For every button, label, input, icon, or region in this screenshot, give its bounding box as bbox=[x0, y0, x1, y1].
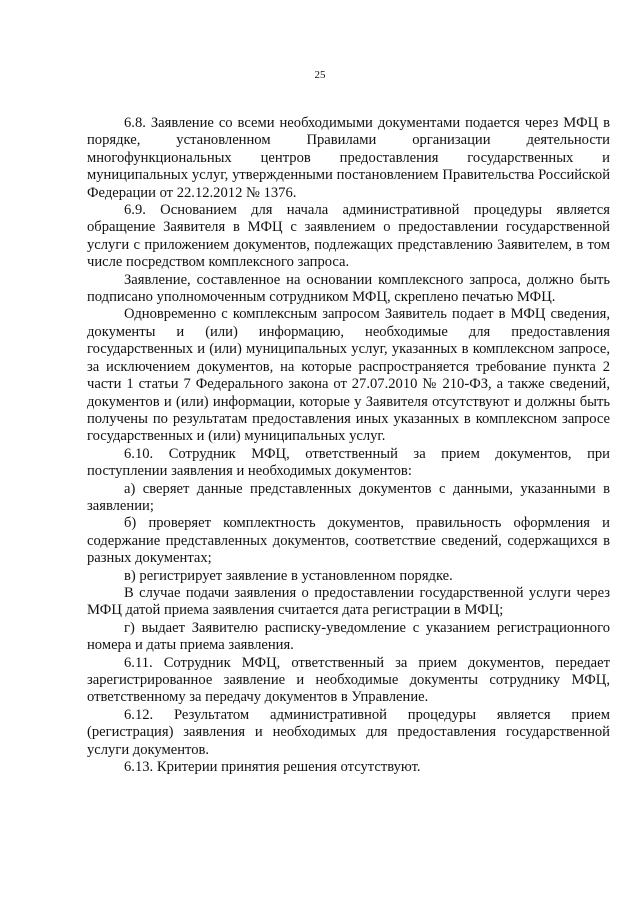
paragraph-simultaneous-submission: Одновременно с комплексным запросом Заявитель подает в МФЦ сведения, документы и (или) информацию, необходимые для предоставления государственных и (или) муниципальных услуг, указанных в комплексном запросе, за исключением документов, на которые распространяется требование пункта 2 части 1 статьи 7 Федерального закона от 27.07.2010 № 210-ФЗ, а также сведений, документов и (или) информации, которые у Заявителя отсутствуют и должны быть получены по результатам предоставления иных указанных в комплексном запросе государственных и (или) муниципальных услуг. bbox=[87, 306, 610, 445]
paragraph-6-11: 6.11. Сотрудник МФЦ, ответственный за прием документов, передает зарегистрированное заявление и необходимые документы сотруднику МФЦ, ответственному за передачу документов в Управление. bbox=[87, 654, 610, 706]
page-number: 25 bbox=[314, 69, 326, 81]
paragraph-6-8: 6.8. Заявление со всеми необходимыми документами подается через МФЦ в порядке, установленном Правилами организации деятельности многофункциональных центров предоставления государственных и муниципальных услуг, утвержденными постановлением Правительства Российской Федерации от 22.12.2012 № 1376. bbox=[87, 115, 610, 201]
list-item-a: а) сверяет данные представленных документов с данными, указанными в заявлении; bbox=[87, 480, 610, 514]
paragraph-6-9: 6.9. Основанием для начала административной процедуры является обращение Заявителя в МФЦ с заявлением о предоставлении государственной услуги с приложением документов, подлежащих представлению Заявителем, в том числе посредством комплексного запроса. bbox=[87, 202, 610, 271]
paragraph-6-10: 6.10. Сотрудник МФЦ, ответственный за прием документов, при поступлении заявления и необходимых документов: bbox=[87, 445, 610, 480]
document-body bbox=[87, 115, 610, 776]
list-item-v: в) регистрирует заявление в установленном порядке. bbox=[124, 567, 453, 584]
list-item-b: б) проверяет комплектность документов, правильность оформления и содержание представленных документов, соответствие сведений, содержащихся в разных документах; bbox=[87, 515, 610, 567]
paragraph-6-12: 6.12. Результатом административной процедуры является прием (регистрация) заявления и необходимых для предоставления государственной услуги документов. bbox=[87, 706, 610, 758]
paragraph-6-13: 6.13. Критерии принятия решения отсутствуют. bbox=[124, 759, 421, 776]
list-item-g: г) выдает Заявителю расписку-уведомление с указанием регистрационного номера и даты приема заявления. bbox=[87, 619, 610, 654]
paragraph-complex-request-signature: Заявление, составленное на основании комплексного запроса, должно быть подписано уполномоченным сотрудником МФЦ, скреплено печатью МФЦ. bbox=[87, 271, 610, 306]
paragraph-registration-date: В случае подачи заявления о предоставлении государственной услуги через МФЦ датой приема заявления считается дата регистрации в МФЦ; bbox=[87, 584, 610, 619]
